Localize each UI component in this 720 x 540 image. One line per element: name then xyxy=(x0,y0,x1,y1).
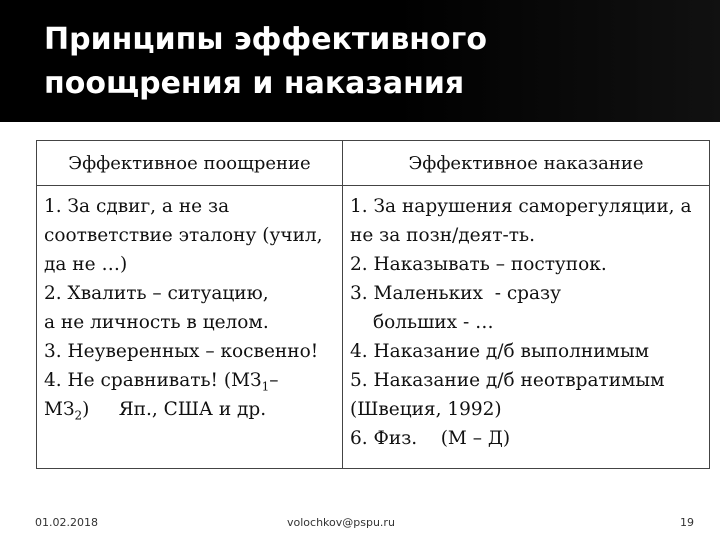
line-text: 4. Не сравнивать! (МЗ xyxy=(44,370,262,391)
punishment-line: (Швеция, 1992) xyxy=(350,399,502,420)
header-row xyxy=(37,141,710,186)
punishment-line: не за позн/деят-ть. xyxy=(350,225,535,246)
encouragement-line xyxy=(44,395,338,424)
encouragement-cell xyxy=(37,186,343,469)
slide-title xyxy=(44,18,684,106)
footer-email: volochkov@pspu.ru xyxy=(287,516,395,529)
encouragement-line xyxy=(44,366,338,395)
punishment-line: 2. Наказывать – поступок. xyxy=(350,254,607,275)
title-band xyxy=(0,0,720,122)
encouragement-line: соответствие эталону (учил, xyxy=(44,225,323,246)
encouragement-line: 1. За сдвиг, а не за xyxy=(44,196,230,217)
header-punishment: Эффективное наказание xyxy=(343,141,710,186)
content-row xyxy=(37,186,710,469)
encouragement-line: да не …) xyxy=(44,254,128,275)
line-text: МЗ xyxy=(44,399,75,420)
punishment-line: 6. Физ. (М – Д) xyxy=(350,428,511,449)
header-encouragement: Эффективное поощрение xyxy=(37,141,343,186)
punishment-cell xyxy=(343,186,710,469)
footer-date: 01.02.2018 xyxy=(35,516,98,529)
subscript: 1 xyxy=(261,379,270,394)
line-text: ) Яп., США и др. xyxy=(82,399,267,420)
encouragement-line: 3. Неуверенных – косвенно! xyxy=(44,341,319,362)
subscript: 2 xyxy=(74,408,83,423)
slide-number: 19 xyxy=(680,516,694,529)
punishment-line: больших - … xyxy=(373,312,494,333)
title-line-2: поощрения и наказания xyxy=(44,66,465,101)
encouragement-line: 2. Хвалить – ситуацию, xyxy=(44,283,269,304)
punishment-line: 4. Наказание д/б выполнимым xyxy=(350,341,650,362)
line-text: – xyxy=(269,370,279,391)
encouragement-line: а не личность в целом. xyxy=(44,312,269,333)
comparison-table xyxy=(36,140,710,469)
punishment-line: 3. Маленьких - сразу xyxy=(350,283,562,304)
punishment-line: 1. За нарушения саморегуляции, а xyxy=(350,196,692,217)
title-line-1: Принципы эффективного xyxy=(44,22,487,57)
punishment-line: 5. Наказание д/б неотвратимым xyxy=(350,370,665,391)
